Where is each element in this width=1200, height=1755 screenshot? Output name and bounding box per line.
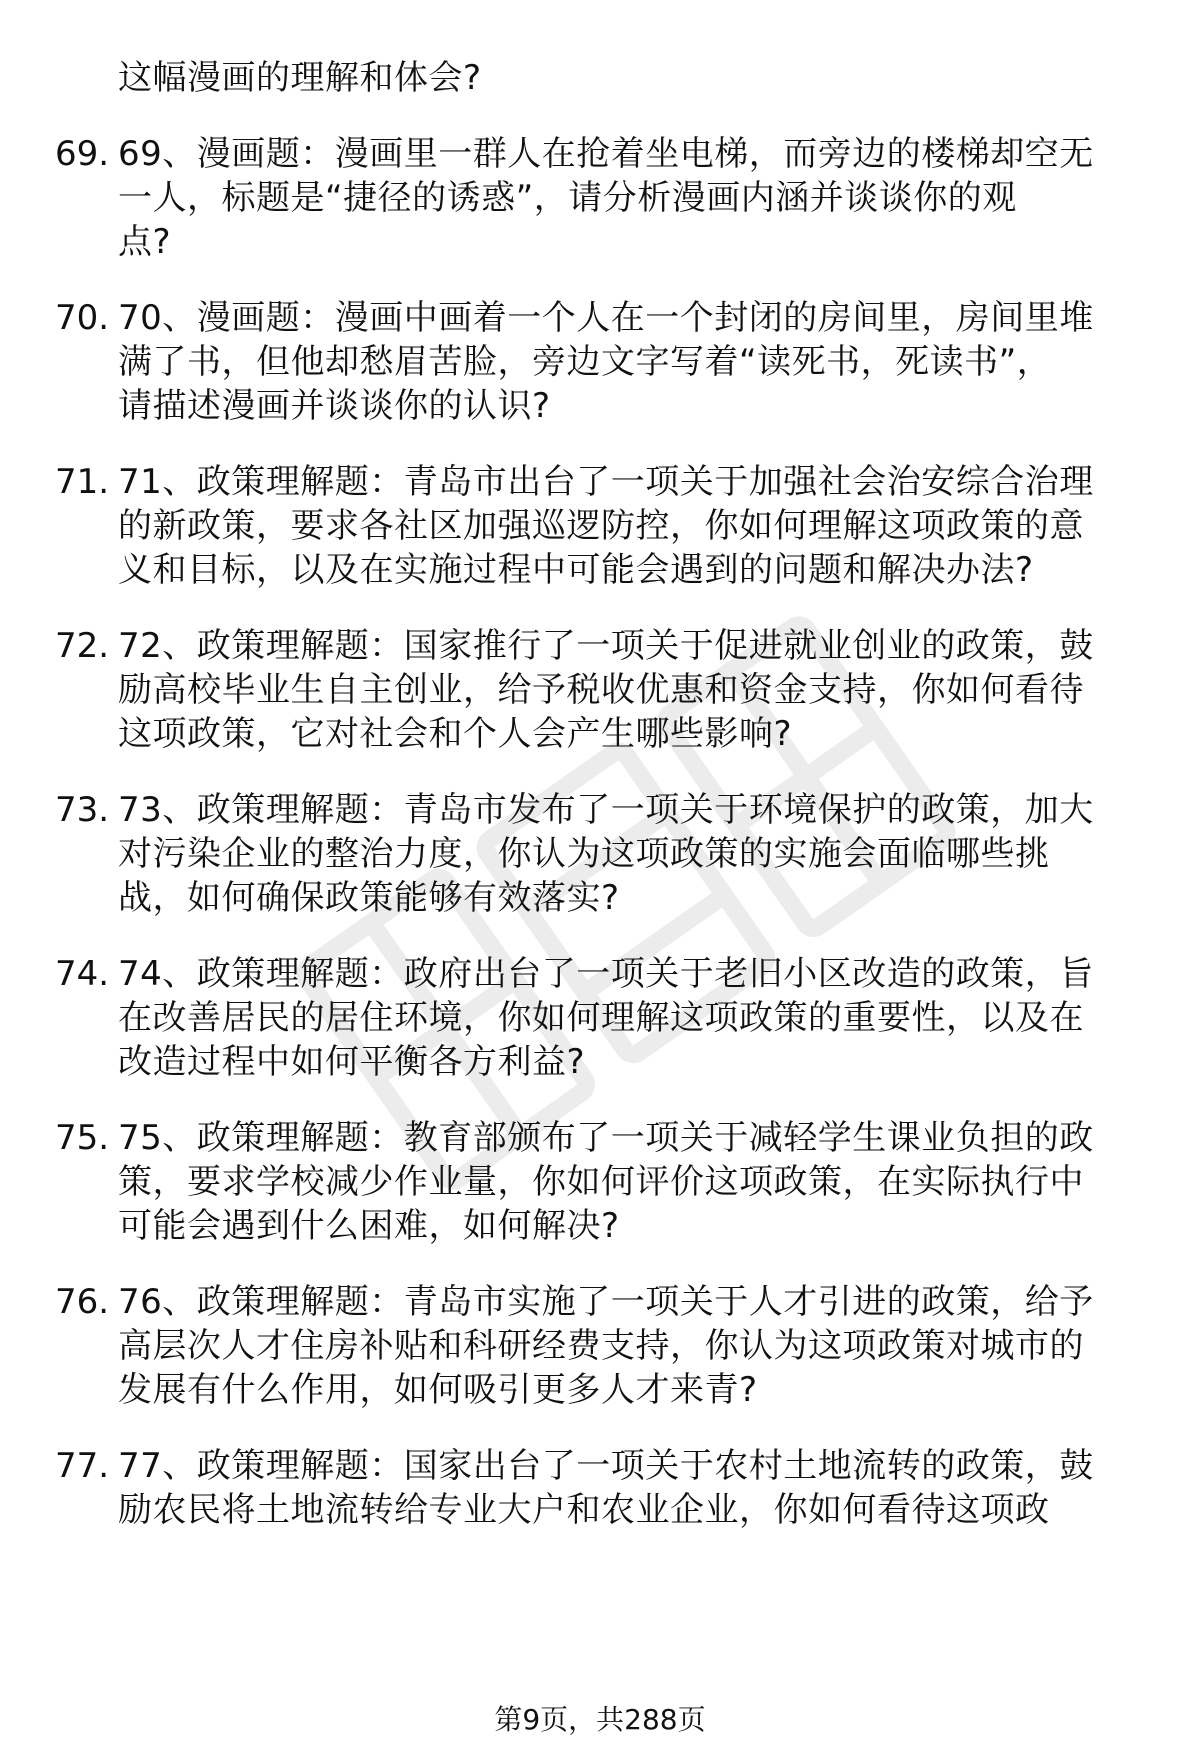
item-text-line: 这项政策，它对社会和个人会产生哪些影响?: [118, 714, 793, 754]
intro-line: 这幅漫画的理解和体会?: [118, 58, 482, 98]
item-number: 69.: [55, 134, 110, 174]
item-text-line: 励农民将土地流转给专业大户和农业企业，你如何看待这项政: [118, 1490, 1050, 1530]
item-text-line: 战，如何确保政策能够有效落实?: [118, 878, 620, 918]
item-text-line: 策，要求学校减少作业量，你如何评价这项政策，在实际执行中: [118, 1162, 1084, 1202]
item-number: 71.: [55, 462, 110, 502]
item-number: 77.: [55, 1446, 110, 1486]
item-text-line: 74、政策理解题：政府出台了一项关于老旧小区改造的政策，旨: [118, 954, 1094, 994]
item-text-line: 一人，标题是“捷径的诱惑”，请分析漫画内涵并谈谈你的观: [118, 178, 1017, 218]
item-text-line: 励高校毕业生自主创业，给予税收优惠和资金支持，你如何看待: [118, 670, 1084, 710]
item-text-line: 义和目标，以及在实施过程中可能会遇到的问题和解决办法?: [118, 550, 1034, 590]
item-number: 73.: [55, 790, 110, 830]
item-text-line: 76、政策理解题：青岛市实施了一项关于人才引进的政策，给予: [118, 1282, 1094, 1322]
item-number: 74.: [55, 954, 110, 994]
item-text-line: 在改善居民的居住环境，你如何理解这项政策的重要性，以及在: [118, 998, 1084, 1038]
item-number: 72.: [55, 626, 110, 666]
item-text-line: 满了书，但他却愁眉苦脸，旁边文字写着“读死书，死读书”，: [118, 342, 1052, 382]
item-text-line: 发展有什么作用，如何吸引更多人才来青?: [118, 1370, 758, 1410]
item-text-line: 69、漫画题：漫画里一群人在抢着坐电梯，而旁边的楼梯却空无: [118, 134, 1094, 174]
item-text-line: 77、政策理解题：国家出台了一项关于农村土地流转的政策，鼓: [118, 1446, 1094, 1486]
item-text-line: 70、漫画题：漫画中画着一个人在一个封闭的房间里，房间里堆: [118, 298, 1094, 338]
item-text-line: 高层次人才住房补贴和科研经费支持，你认为这项政策对城市的: [118, 1326, 1084, 1366]
item-number: 76.: [55, 1282, 110, 1322]
item-text-line: 的新政策，要求各社区加强巡逻防控，你如何理解这项政策的意: [118, 506, 1084, 546]
item-text-line: 对污染企业的整治力度，你认为这项政策的实施会面临哪些挑: [118, 834, 1050, 874]
item-text-line: 71、政策理解题：青岛市出台了一项关于加强社会治安综合治理: [118, 462, 1094, 502]
item-number: 70.: [55, 298, 110, 338]
item-text-line: 改造过程中如何平衡各方利益?: [118, 1042, 586, 1082]
item-text-line: 可能会遇到什么困难，如何解决?: [118, 1206, 620, 1246]
item-number: 75.: [55, 1118, 110, 1158]
item-text-line: 75、政策理解题：教育部颁布了一项关于减轻学生课业负担的政: [118, 1118, 1094, 1158]
page-footer: 第9页，共288页: [494, 1703, 706, 1736]
item-text-line: 点?: [118, 222, 172, 262]
item-text-line: 请描述漫画并谈谈你的认识?: [118, 386, 551, 426]
item-text-line: 73、政策理解题：青岛市发布了一项关于环境保护的政策，加大: [118, 790, 1094, 830]
item-text-line: 72、政策理解题：国家推行了一项关于促进就业创业的政策，鼓: [118, 626, 1094, 666]
